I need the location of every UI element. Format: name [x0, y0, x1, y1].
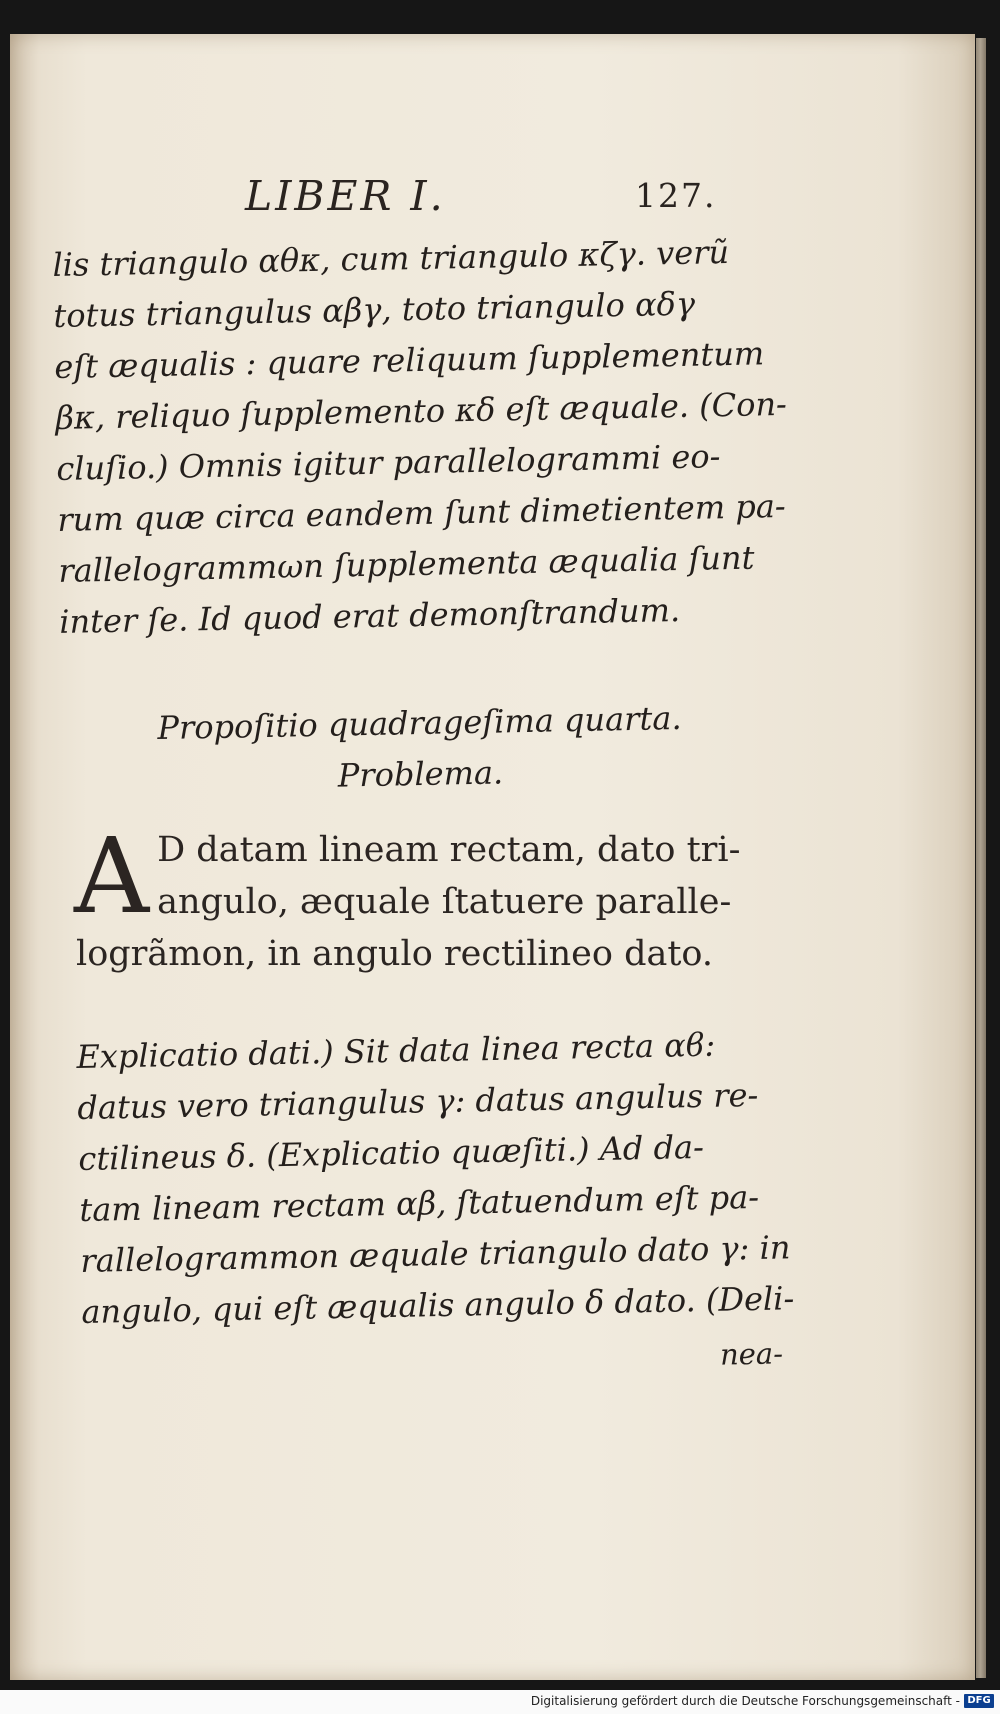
book-page: [10, 34, 975, 1680]
text-line: rallelogrammωn ſupplementa æqualia ſunt: [57, 538, 755, 590]
text-line: totus triangulus αβγ, toto triangulo αδγ: [53, 284, 696, 335]
page-number: 127.: [635, 176, 717, 215]
text-line: lis triangulo αθκ, cum triangulo κζγ. verũ: [52, 233, 730, 284]
running-title: LIBER I.: [245, 172, 446, 220]
page-edge: [976, 38, 986, 1678]
text-line: tam lineam rectam αβ, ſtatuendum eſt pa-: [79, 1177, 760, 1229]
enunciation: [68, 815, 798, 980]
text-line: rum quæ circa eandem ſunt dimetientem pa-: [57, 486, 786, 539]
enunciation-line: logrãmon, in angulo rectilineo dato.: [76, 934, 713, 974]
text-block-two: [76, 1018, 802, 1338]
footer-bar: [0, 1690, 1000, 1714]
funding-credit: [531, 1694, 994, 1708]
drop-cap: A: [74, 815, 150, 937]
proposition-subtitle: Problema.: [337, 753, 504, 795]
text-block-one: [52, 226, 788, 648]
text-line: inter ſe. Id quod erat demonſtrandum.: [58, 591, 681, 641]
text-line: rallelogrammon æquale triangulo dato γ: in: [80, 1228, 791, 1280]
enunciation-line: D datam lineam rectam, dato tri-: [157, 830, 741, 870]
text-line: datus vero triangulus γ: datus angulus re-: [77, 1075, 759, 1127]
proposition-heading: [139, 693, 701, 806]
text-line: Explicatio dati.) Sit data linea recta αϐ:: [76, 1025, 716, 1076]
funding-credit-text: Digitalisierung gefördert durch die Deutsche Forschungsgemeinschaft -: [530, 1694, 960, 1708]
enunciation-line: angulo, æquale ſtatuere paralle-: [157, 882, 732, 922]
running-head: [10, 172, 975, 232]
text-line: angulo, qui eſt æqualis angulo δ dato. (Deli-: [81, 1279, 795, 1331]
catchword: nea-: [719, 1336, 784, 1372]
text-line: βκ, reliquo ſupplemento κδ eſt æquale. (Con-: [55, 384, 788, 437]
dfg-logo: DFG: [964, 1694, 994, 1708]
text-line: eſt æqualis : quare reliquum ſupplementum: [54, 334, 765, 386]
proposition-title: Propoſitio quadrageſima quarta.: [157, 698, 682, 748]
text-line: ctilineus δ. (Explicatio quæſiti.) Ad da-: [78, 1127, 705, 1178]
text-line: cluſio.) Omnis igitur parallelogrammi eo-: [56, 437, 721, 488]
